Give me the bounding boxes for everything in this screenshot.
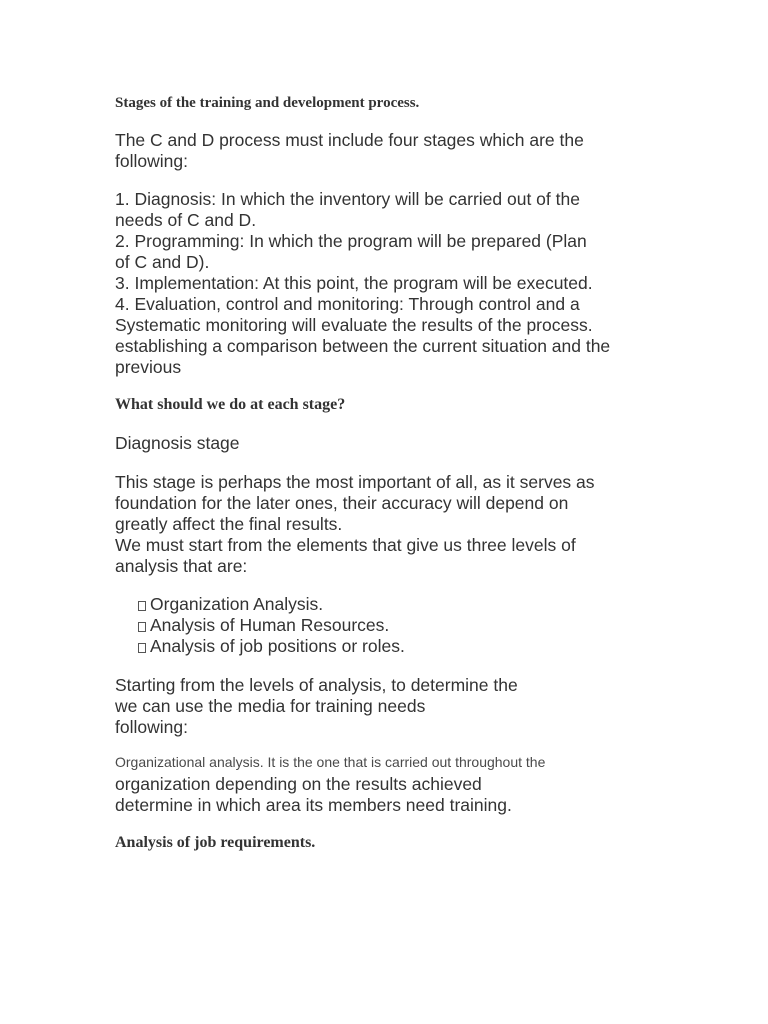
list-item-label: Organization Analysis.: [150, 594, 324, 614]
section-heading-stages: Stages of the training and development process.: [115, 95, 420, 111]
section-heading-job-requirements: Analysis of job requirements.: [115, 834, 316, 851]
diagnosis-title: Diagnosis stage: [115, 433, 240, 453]
starting-line: following:: [115, 717, 188, 737]
stage-line: of C and D).: [115, 252, 210, 272]
diagnosis-line: We must start from the elements that give us three levels of: [115, 535, 576, 555]
bullet-box-icon: [138, 622, 146, 632]
diagnosis-line: analysis that are:: [115, 556, 248, 576]
stage-line: 1. Diagnosis: In which the inventory will be carried out of the: [115, 189, 580, 209]
section-heading-each-stage: What should we do at each stage?: [115, 396, 346, 413]
diagnosis-line: greatly affect the final results.: [115, 514, 343, 534]
intro-line-1: The C and D process must include four stages which are the: [115, 130, 584, 150]
stage-line: needs of C and D.: [115, 210, 257, 230]
list-item: [138, 636, 405, 657]
stage-line: 2. Programming: In which the program will be prepared (Plan: [115, 231, 587, 251]
list-item: [138, 594, 323, 615]
list-item-label: Analysis of job positions or roles.: [150, 636, 405, 656]
starting-line: we can use the media for training needs: [115, 696, 426, 716]
stage-line: previous: [115, 357, 182, 377]
stage-line: Systematic monitoring will evaluate the results of the process.: [115, 315, 593, 335]
starting-line: Starting from the levels of analysis, to determine the: [115, 675, 518, 695]
org-line: organization depending on the results achieved: [115, 774, 482, 794]
bullet-box-icon: [138, 643, 146, 653]
diagnosis-line: foundation for the later ones, their accuracy will depend on: [115, 493, 569, 513]
list-item-label: Analysis of Human Resources.: [150, 615, 390, 635]
org-line: determine in which area its members need training.: [115, 795, 512, 815]
stage-line: 4. Evaluation, control and monitoring: Through control and a: [115, 294, 580, 314]
intro-line-2: following:: [115, 151, 188, 171]
org-analysis-small-line: Organizational analysis. It is the one that is carried out throughout the: [115, 754, 546, 770]
diagnosis-line: This stage is perhaps the most important of all, as it serves as: [115, 472, 595, 492]
bullet-box-icon: [138, 601, 146, 611]
stage-line: 3. Implementation: At this point, the program will be executed.: [115, 273, 593, 293]
stage-line: establishing a comparison between the current situation and the: [115, 336, 611, 356]
list-item: [138, 615, 389, 636]
